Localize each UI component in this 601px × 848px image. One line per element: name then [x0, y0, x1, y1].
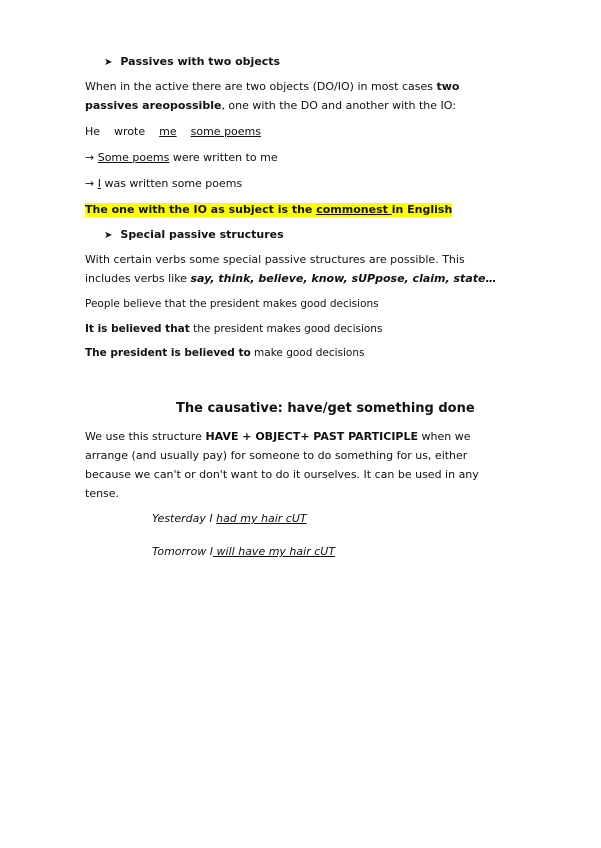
example-underlined: will have my hair cUT [213, 545, 336, 558]
paragraph-intro-line1 [85, 80, 459, 94]
section-heading-special-passive [104, 228, 284, 243]
causative-example-1 [152, 512, 307, 526]
bold-phrase: It is believed that [85, 323, 190, 335]
highlighted-note [85, 203, 452, 217]
heading-text: Passives with two objects [120, 55, 281, 68]
special-example-2 [85, 322, 382, 336]
note-text: in English [391, 203, 453, 216]
passive-example-1 [85, 151, 278, 165]
causative-paragraph-line3: because we can't or don't want to do it ourselves. It can be used in any [85, 468, 479, 481]
example-text: Yesterday I [152, 512, 217, 525]
passive-example-2 [85, 177, 242, 191]
special-intro-line1: With certain verbs some special passive structures are possible. This [85, 253, 465, 266]
heading-text: Special passive structures [120, 228, 284, 241]
note-underlined: commonest [316, 203, 392, 216]
structure-formula: HAVE + OBJECT+ PAST PARTICIPLE [205, 430, 419, 443]
word-wrote: wrote [114, 125, 146, 138]
bold-phrase: The president is believed to [85, 347, 251, 359]
causative-paragraph-line2: arrange (and usually pay) for someone to do something for us, either [85, 449, 468, 462]
paragraph-intro-line2 [85, 99, 456, 113]
rest-text: the president makes good decisions [189, 323, 383, 335]
causative-title: The causative: have/get something done [176, 401, 475, 416]
intro-text: , one with the DO and another with the IO: [221, 99, 456, 112]
rest-text: were written to me [169, 151, 278, 164]
causative-paragraph-line4: tense. [85, 487, 120, 500]
arrow-bullet-icon: ➤ [104, 57, 113, 68]
causative-paragraph-line1 [85, 430, 470, 444]
right-arrow-icon: → [85, 151, 95, 164]
example-underlined: had my hair cUT [216, 512, 307, 525]
verbs-list: say, think, believe, know, sUPpose, claim, state… [190, 272, 497, 285]
section-heading-passives-two-objects [104, 55, 280, 70]
example-sentence [85, 125, 261, 139]
right-arrow-icon: → [85, 177, 95, 190]
intro-text: When in the active there are two objects (DO/IO) in most cases [85, 80, 437, 93]
subject-underlined: I [97, 177, 101, 190]
note-text: The one with the IO as subject is the [85, 203, 317, 216]
intro-text: includes verbs like [85, 272, 191, 285]
para-text: when we [418, 430, 471, 443]
arrow-bullet-icon: ➤ [104, 230, 113, 241]
intro-bold: passives areopossible [85, 99, 222, 112]
word-me: me [159, 125, 177, 138]
word-some-poems: some poems [190, 125, 261, 138]
rest-text: make good decisions [250, 347, 365, 359]
example-text: Tomorrow I [152, 545, 214, 558]
para-text: We use this structure [85, 430, 206, 443]
subject-underlined: Some poems [97, 151, 170, 164]
rest-text: was written some poems [100, 177, 243, 190]
special-example-3 [85, 346, 364, 360]
special-intro-line2 [85, 272, 496, 286]
causative-example-2 [152, 545, 335, 559]
special-example-1: People believe that the president makes good decisions [85, 298, 379, 310]
intro-bold: two [436, 80, 460, 93]
word-he: He [85, 125, 101, 138]
